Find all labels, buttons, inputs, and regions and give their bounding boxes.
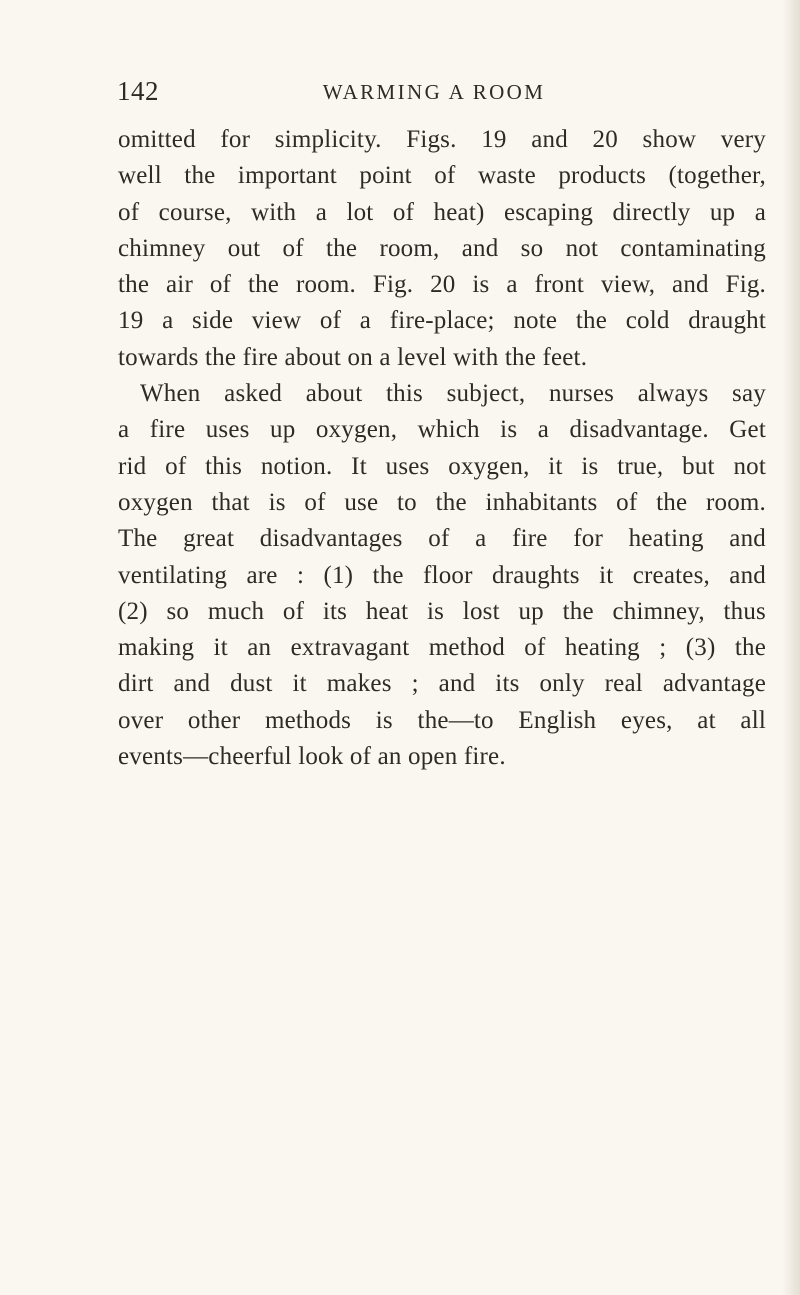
text-line: over other methods is the—to English eyes, at all [118, 706, 766, 734]
text-line: towards the fire about on a level with the feet. [118, 343, 588, 371]
text-line: ventilating are : (1) the floor draughts it creates, and [118, 561, 766, 589]
text-line: chimney out of the room, and so not contaminating [118, 234, 766, 262]
text-line: The great disadvantages of a fire for heating and [118, 525, 766, 553]
text-line: of course, with a lot of heat) escaping directly up a [118, 198, 766, 226]
text-line: well the important point of waste products (together, [118, 162, 766, 190]
text-line: (2) so much of its heat is lost up the chimney, thus [118, 597, 766, 625]
running-head: WARMING A ROOM [322, 80, 546, 104]
text-line: 19 a side view of a fire-place; note the cold draught [118, 307, 766, 335]
text-line: events—cheerful look of an open fire. [118, 743, 506, 771]
page-number: 142 [117, 76, 159, 106]
text-line: omitted for simplicity. Figs. 19 and 20 show very [118, 126, 766, 153]
page-edge-shadow [782, 0, 800, 1295]
text-line: dirt and dust it makes ; and its only real advantage [118, 670, 766, 698]
text-line: making it an extravagant method of heating ; (3) the [118, 634, 766, 662]
text-line: oxygen that is of use to the inhabitants of the room. [118, 488, 766, 516]
body-text [118, 122, 766, 775]
text-line: When asked about this subject, nurses always say [140, 380, 766, 408]
text-line: the air of the room. Fig. 20 is a front view, and Fig. [118, 271, 766, 299]
text-line: rid of this notion. It uses oxygen, it is true, but not [118, 452, 766, 480]
text-line: a fire uses up oxygen, which is a disadvantage. Get [118, 416, 766, 444]
